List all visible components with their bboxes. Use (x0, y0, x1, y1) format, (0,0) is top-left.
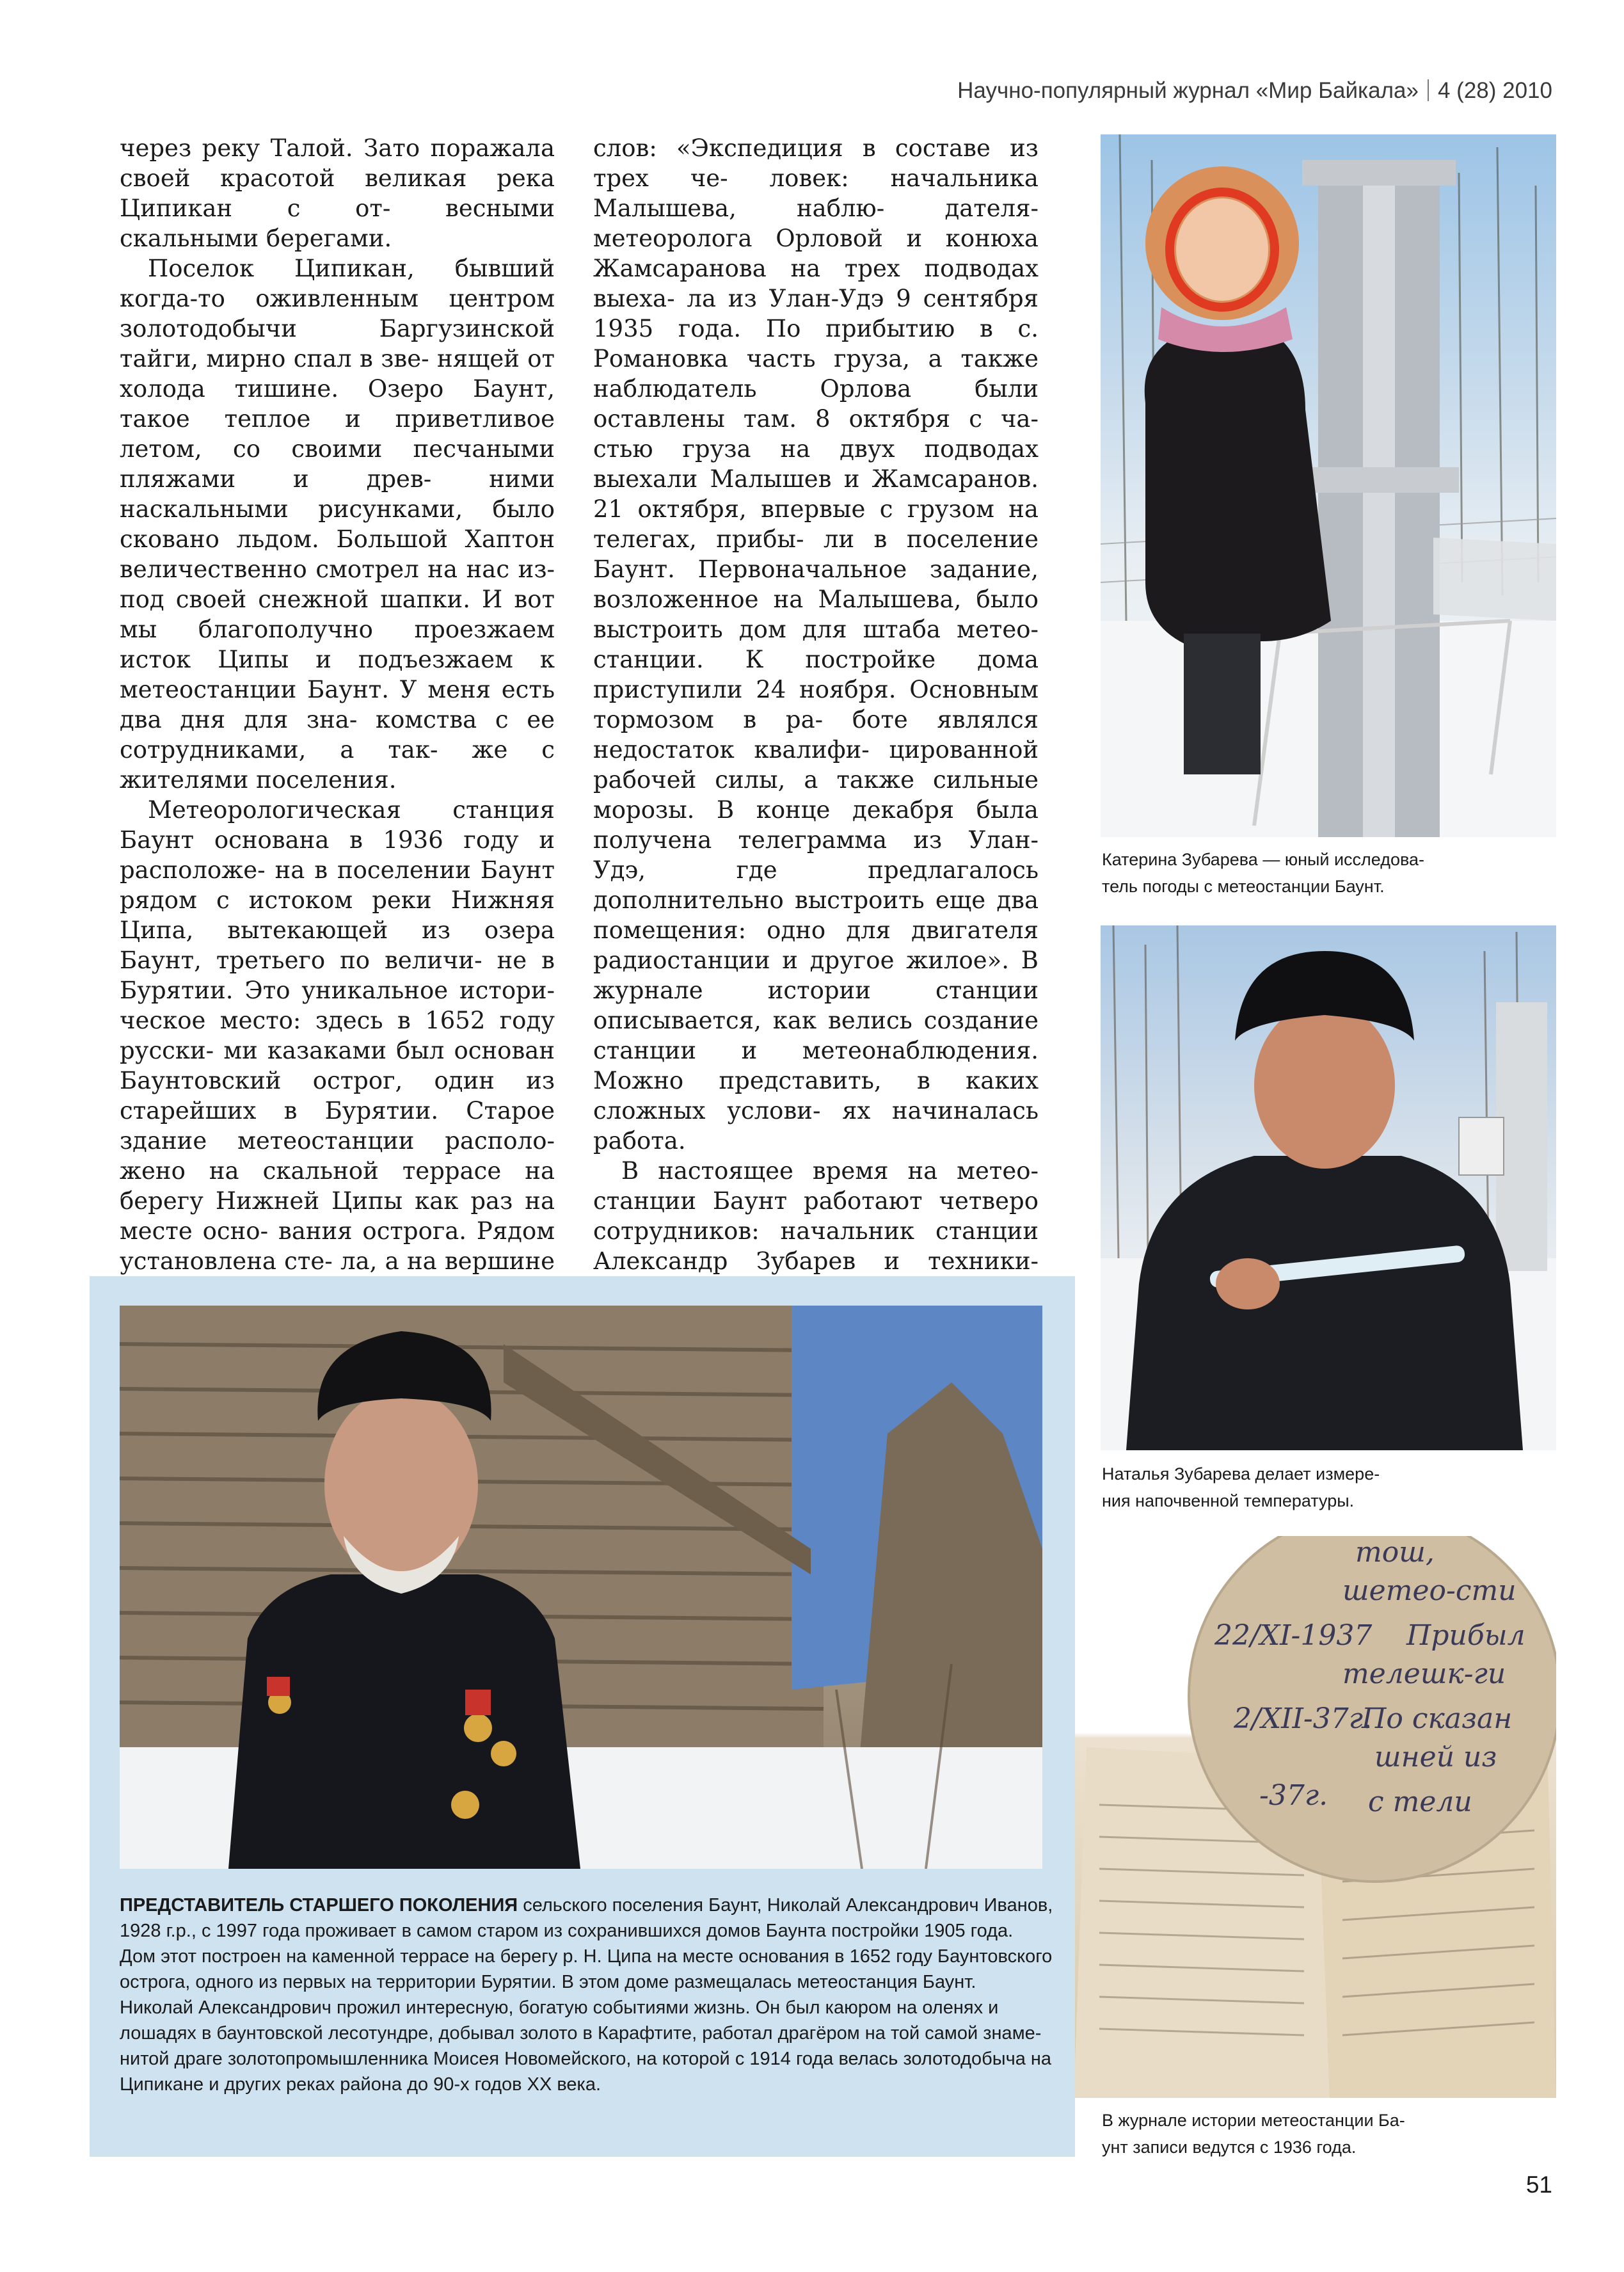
paragraph (120, 795, 555, 1336)
handwriting-text: 2/XII-37г. (1234, 1702, 1372, 1735)
handwriting-text: тош, (1355, 1536, 1435, 1569)
header-divider (1428, 79, 1429, 101)
text-line: жено на скальной террасе на берегу (120, 1157, 555, 1215)
photo-veteran (120, 1306, 1042, 1869)
text-line: мы благополучно проезжаем исток (120, 616, 555, 673)
panel-caption-line: Ципикане и других реках района до 90-х годов XX века. (120, 2074, 601, 2095)
text-line: ла, а на вершине (340, 1247, 555, 1275)
handwriting-text: 22/XI-1937 (1214, 1619, 1373, 1652)
text-line: были оставлены там. 8 октября с ча- (593, 375, 1039, 433)
text-line: впервые с грузом на телегах, прибы- (593, 495, 1039, 553)
text-line: сильные морозы. В конце декабря (593, 766, 1039, 824)
text-line: ли в поселение Баунт. Первоначальное (593, 525, 1039, 583)
handwriting-text: По сказан (1362, 1702, 1513, 1735)
text-line: вания острога. Рядом установлена сте- (120, 1217, 555, 1275)
text-line: Жамсаранова на трех подводах выеха- (593, 255, 1039, 312)
text-line: Метеорологическая станция Баунт (120, 796, 555, 854)
text-line: было выстроить дом для штаба метео- (593, 586, 1039, 643)
text-line: своими песчаными пляжами и древ- (120, 435, 555, 493)
text-line: Ципы и подъезжаем к метеостанции (120, 646, 555, 703)
text-line: ла из Улан-Удэ 9 сентября 1935 года. (593, 285, 1039, 342)
panel-caption-line: острога, одного из первых на территории Бурятии. В этом доме размещалась метеостанция Баунт. (120, 1972, 976, 1992)
caption-line: ния напочвенной температуры. (1102, 1491, 1355, 1510)
handwriting-text: Прибыл (1406, 1619, 1525, 1652)
panel-caption (120, 1892, 1054, 2097)
panel-caption-first-rest: сельского поселения Баунт, Николай Александрович Иванов, (518, 1895, 1053, 1916)
text-line: Баунт. У меня есть два дня для зна- (120, 676, 555, 733)
text-line: Баргузинской тайги, мирно спал в зве- (120, 315, 555, 372)
caption-line: Катерина Зубарева — юный исследова- (1102, 850, 1425, 869)
text-line: нящей от холода тишине. Озеро Баунт, (120, 345, 555, 403)
text-line: Малышев и Жамсаранов. 21 октября, (593, 465, 1039, 523)
handwriting-text: телешк-ги (1342, 1658, 1506, 1690)
panel-caption-line: Дом этот построен на каменной террасе на берегу р. Н. Ципа на месте основания в 1652 году Баунтовского (120, 1946, 1053, 1967)
text-line: на в поселении Баунт рядом с истоком (120, 856, 555, 914)
issue-number: 4 (28) 2010 (1437, 78, 1552, 103)
text-line: Старое здание метеостанции располо- (120, 1097, 555, 1155)
text-line: оживленным центром золотодобычи (120, 285, 555, 342)
panel-caption-line (120, 1892, 1054, 1918)
text-line: Удэ, где предлагалось дополнительно (593, 856, 1039, 914)
panel-caption-line: нитой драге золотопромышленника Моисея Новомейского, на которой с 1914 года велась золотодобыча на (120, 2049, 1052, 2069)
caption-woman (1102, 1460, 1380, 1514)
text-line: Александр Зубарев и техники- (593, 1247, 1039, 1275)
text-line: ях начиналась работа. (593, 1097, 1039, 1155)
panel-caption-line: лошадях в баунтовской лесотундре, добывал золото в Карафтите, работал драгёром на той самой знаме- (120, 2023, 1042, 2044)
text-line: из-под своей снежной шапки. И вот (120, 556, 555, 613)
caption-line: тель погоды с метеостанции Баунт. (1102, 877, 1385, 896)
text-line: описывается, как велись создание (593, 1007, 1039, 1034)
caption-line: Наталья Зубарева делает измере- (1102, 1464, 1380, 1484)
panel-caption-line: Николай Александрович прожил интересную, богатую событиями жизнь. Он был каюром на оленях и (120, 1997, 999, 2018)
panel-caption-line: 1928 г.р., с 1997 года проживает в самом старом из сохранившихся домов Баунта постройки 1905 года. (120, 1921, 1014, 1941)
text-line: станции и метеонаблюдения. Можно (593, 1037, 1039, 1094)
text-line: для двигателя радиостанции и другое (593, 916, 1039, 974)
text-line: груза, а также наблюдатель Орлова (593, 345, 1039, 403)
text-line: весными скальными берегами. (120, 195, 555, 252)
page-number: 51 (1525, 2172, 1552, 2198)
running-header (957, 78, 1552, 104)
handwriting-text: шетео-сти (1342, 1574, 1517, 1607)
text-line: боте являлся недостаток квалифи- (593, 706, 1039, 764)
text-line: В настоящее время на метео- (621, 1157, 1039, 1185)
text-line: величественно смотрел на нас (120, 556, 510, 583)
text-line: ческое место: здесь в 1652 году русски- (120, 1007, 555, 1064)
text-line: станции. К постройке дома приступили (593, 646, 1039, 703)
text-line: дателя-метеоролога Орловой и конюха (593, 195, 1039, 252)
text-line: задание, возложенное на Малышева, (593, 556, 1039, 613)
handwriting-text: с тели (1368, 1786, 1472, 1818)
caption-child (1102, 846, 1424, 900)
photo-child-weather-station (1101, 134, 1556, 837)
photo-woman-thermometer (1101, 925, 1556, 1450)
handwriting-text: -37г. (1259, 1779, 1328, 1812)
text-line: По прибытию в с. Романовка часть (593, 315, 1039, 372)
text-line: через реку Талой. Зато поражала своей (120, 134, 555, 192)
text-line: станции Баунт работают четверо (593, 1187, 1039, 1215)
caption-line: унт записи ведутся с 1936 года. (1102, 2138, 1357, 2157)
text-line: Поселок Ципикан, бывший когда-то (120, 255, 555, 312)
text-line: такое теплое и приветливое летом, со (120, 405, 555, 463)
text-line: красотой великая река Ципикан с от- (120, 164, 555, 222)
text-line: Нижней Ципы как раз на месте осно- (120, 1187, 555, 1245)
text-line: 24 ноября. Основным тормозом в ра- (593, 676, 1039, 733)
text-line: была получена телеграмма из Улан- (593, 796, 1039, 854)
caption-journal (1102, 2107, 1405, 2161)
text-line: комства с ее сотрудниками, а так- (120, 706, 555, 764)
text-line: сотрудников: начальник станции (593, 1217, 1039, 1245)
text-line: ними наскальными рисунками, было (120, 465, 555, 523)
text-line: ловек: начальника Малышева, наблю- (593, 164, 1039, 222)
caption-line: В журнале истории метеостанции Ба- (1102, 2111, 1405, 2130)
text-line: же с жителями поселения. (120, 736, 555, 794)
text-line: представить, в каких сложных услови- (593, 1067, 1039, 1124)
journal-title: Научно-популярный журнал «Мир Байкала» (957, 78, 1419, 103)
text-line: острог, один из старейших в Бурятии. (120, 1067, 555, 1124)
text-line: цированной рабочей силы, а также (593, 736, 1039, 794)
text-line: основана в 1936 году и расположе- (120, 826, 555, 884)
photo-station-journal (1074, 1536, 1556, 2098)
text-line: озера Баунт, третьего по величи- (120, 916, 555, 974)
paragraph (120, 253, 555, 795)
panel-caption-lead: ПРЕДСТАВИТЕЛЬ СТАРШЕГО ПОКОЛЕНИЯ (120, 1895, 518, 1916)
text-line: выстроить еще два помещения: одно (593, 886, 1039, 944)
text-line: слов: «Экспедиция в составе из трех че- (593, 134, 1039, 192)
text-line: жилое». В журнале истории станции (593, 947, 1039, 1004)
paragraph (593, 133, 1039, 1156)
text-line: стью груза на двух подводах выехали (593, 435, 1039, 493)
paragraph (120, 133, 555, 253)
text-line: ми казаками был основан Баунтовский (120, 1037, 555, 1094)
handwriting-text: шней из (1374, 1741, 1497, 1773)
text-column-2 (593, 133, 1039, 1457)
text-line: сковано льдом. Большой Хаптон (120, 525, 555, 553)
text-line: реки Нижняя Ципа, вытекающей из (120, 886, 555, 944)
text-line: не в Бурятии. Это уникальное истори- (120, 947, 555, 1004)
